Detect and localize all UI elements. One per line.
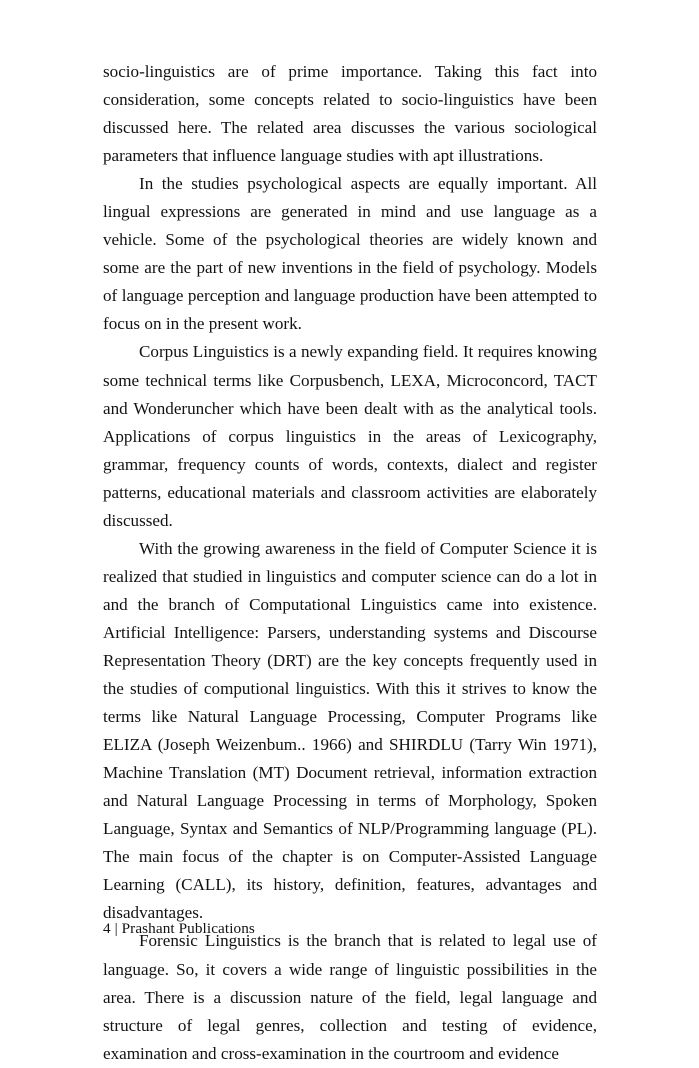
paragraph-computational-linguistics: With the growing awareness in the field of Computer Science it is realized that studied in linguistics and computer science can do a lot in and the branch of Computational Linguistics came into existence. Artificial Intelligence: Parsers, understanding systems and Discourse Representation Theory (DRT) are the key concepts frequently used in the studies of computional linguistics. With this it strives to know the terms like Natural Language Processing, Computer Programs like ELIZA (Joseph Weizenbum.. 1966) and SHIRDLU (Tarry Win 1971), Machine Translation (MT) Document retrieval, information extraction and Natural Language Processing in terms of Morphology, Spoken Language, Syntax and Semantics of NLP/Programming language (PL). The main focus of the chapter is on Computer-Assisted Language Learning (CALL), its history, definition, features, advantages and disadvantages.: [103, 538, 597, 923]
paragraph-corpus-linguistics: Corpus Linguistics is a newly expanding field. It requires knowing some technical terms like Corpusbench, LEXA, Microconcord, TACT and Wonderuncher which have been dealt with as the analytical tools. Applications of corpus linguistics in the areas of Lexicography, grammar, frequency counts of words, contexts, dialect and register patterns, educational materials and classroom activities are elaborately discussed.: [103, 342, 597, 530]
page-footer: 4 | Prashant Publications: [103, 920, 255, 937]
paragraph-socio-linguistics: socio-linguistics are of prime importance. Taking this fact into consideration, some concepts related to socio-linguistics have been discussed here. The related area discusses the various sociological parameters that influence language studies with apt illustrations.: [103, 62, 597, 166]
paragraph-forensic-linguistics: Forensic Linguistics is the branch that is related to legal use of language. So, it covers a wide range of linguistic possibilities in the area. There is a discussion nature of the field, legal language and structure of legal genres, collection and testing of evidence, examination and cross-examination in the courtroom and evidence: [103, 931, 597, 1063]
body-text-column: [103, 58, 597, 1068]
paragraph-psychological-aspects: In the studies psychological aspects are equally important. All lingual expressions are generated in mind and use language as a vehicle. Some of the psychological theories are widely known and some are the part of new inventions in the field of psychology. Models of language perception and language production have been attempted to focus on in the present work.: [103, 174, 597, 334]
